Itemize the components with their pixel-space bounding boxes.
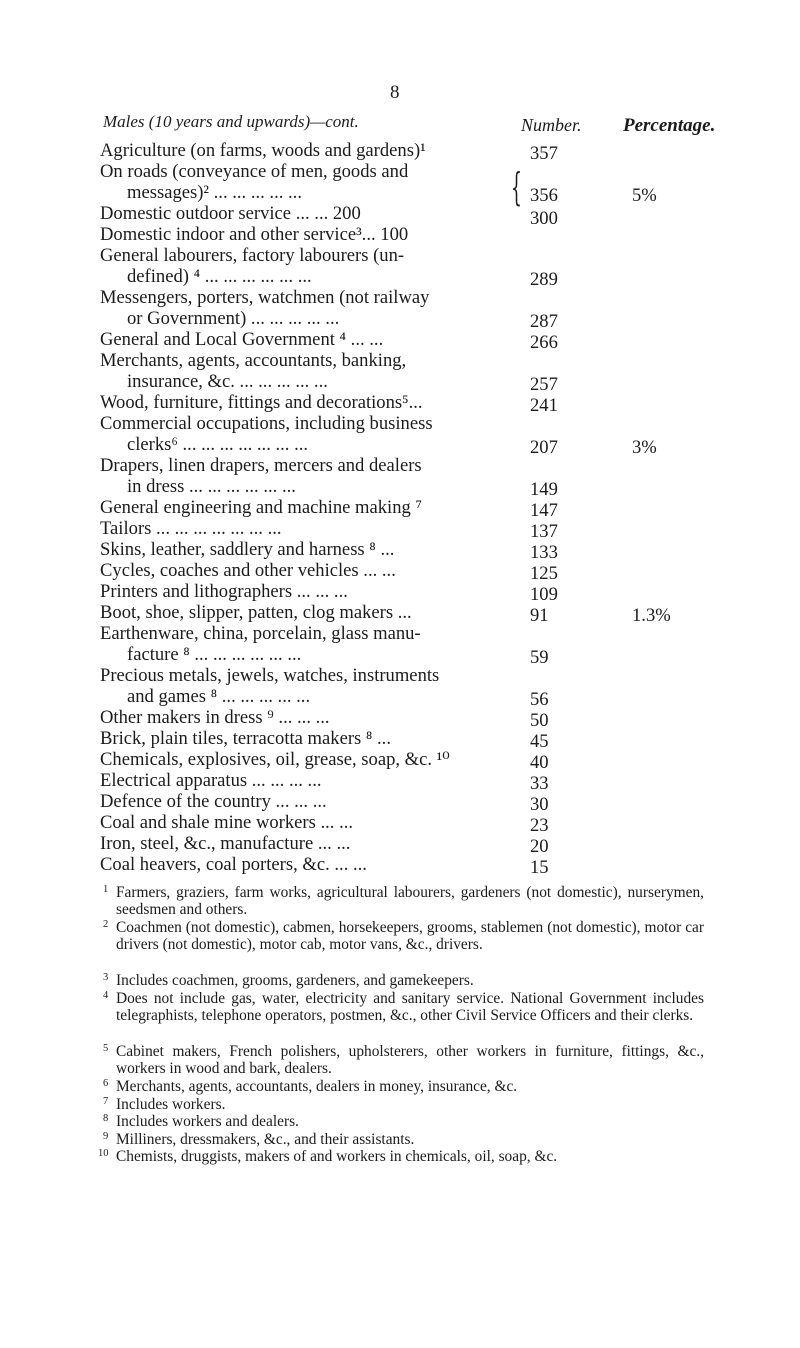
footnote [103,1131,703,1149]
occupation-label: Messengers, porters, watchmen (not railway [100,287,430,308]
occupation-label: Coal and shale mine workers ... ... [100,812,354,833]
occupation-label: Printers and lithographers ... ... ... [100,581,348,602]
number-value: 133 [530,542,558,563]
percentage-value: 5% [632,185,657,206]
number-value: 20 [530,836,549,857]
number-value: 59 [530,647,549,668]
footnote-text: Includes workers and dealers. [116,1113,299,1130]
brace-bracket: { [511,165,522,209]
number-value: 289 [530,269,558,290]
footnote-text: Includes workers. [116,1096,226,1113]
percentage-value: 3% [632,437,657,458]
number-value: 56 [530,689,549,710]
occupation-label: Precious metals, jewels, watches, instruments [100,665,440,686]
number-value: 15 [530,857,549,878]
occupation-label: Cycles, coaches and other vehicles ... ... [100,560,396,581]
number-column-heading: Number. [521,115,582,135]
occupation-label: Domestic outdoor service ... ... 200 [100,203,361,224]
footnote-marker: 9 [103,1131,109,1142]
footnote-text: Chemists, druggists, makers of and workers in chemicals, oil, soap, &c. [116,1148,558,1165]
occupation-label: Commercial occupations, including business [100,413,433,434]
footnote-text: Milliners, dressmakers, &c., and their assistants. [116,1131,415,1148]
footnote-marker: 1 [103,884,109,895]
number-value: 300 [530,208,558,229]
number-value: 257 [530,374,558,395]
footnote [103,884,703,920]
occupation-label: Boot, shoe, slipper, patten, clog makers ... [100,602,412,623]
occupation-label: General and Local Government ⁴ ... ... [100,329,384,350]
occupation-label: Coal heavers, coal porters, &c. ... ... [100,854,367,875]
occupation-label-continued: and games ⁸ ... ... ... ... ... [127,686,311,707]
footnote [103,1096,703,1114]
occupation-label-continued: or Government) ... ... ... ... ... [127,308,340,329]
footnote [103,1113,703,1131]
footnote [98,1148,703,1166]
number-value: 33 [530,773,549,794]
number-value: 149 [530,479,558,500]
footnote [103,1078,703,1096]
footnote-marker: 2 [103,919,109,930]
number-value: 266 [530,332,558,353]
number-value: 357 [530,143,558,164]
number-value: 23 [530,815,549,836]
occupation-label-continued: in dress ... ... ... ... ... ... [127,476,296,497]
number-value: 50 [530,710,549,731]
number-value: 109 [530,584,558,605]
number-value: 45 [530,731,549,752]
footnote-marker: 7 [103,1096,109,1107]
number-value: 241 [530,395,558,416]
occupation-label: Merchants, agents, accountants, banking, [100,350,407,371]
occupation-label: Tailors ... ... ... ... ... ... ... [100,518,282,539]
number-value: 30 [530,794,549,815]
occupation-label-continued: facture ⁸ ... ... ... ... ... ... [127,644,302,665]
occupation-label: Earthenware, china, porcelain, glass manu- [100,623,421,644]
number-value: 91 [530,605,549,626]
footnote-marker: 6 [103,1078,109,1089]
occupation-label: Wood, furniture, fittings and decorations⁵... [100,392,423,413]
occupation-label: Drapers, linen drapers, mercers and dealers [100,455,422,476]
footnote [103,990,703,1044]
footnote-text: Does not include gas, water, electricity and sanitary service. National Government includes telegraphists, telephone operators, postmen, &c., other Civil Service Officers and their clerks. [116,990,704,1025]
footnote-text: Cabinet makers, French polishers, upholsterers, other workers in furniture, fittings, &c., workers in wood and bark, dealers. [116,1043,704,1078]
footnote-marker: 10 [98,1148,109,1159]
footnote-text: Merchants, agents, accountants, dealers in money, insurance, &c. [116,1078,518,1095]
footnote [103,1043,703,1079]
occupation-label-continued: clerks⁶ ... ... ... ... ... ... ... [127,434,309,455]
section-heading: Males (10 years and upwards)—cont. [103,112,359,131]
occupation-label: Domestic indoor and other service³... 100 [100,224,409,245]
occupation-label: Agriculture (on farms, woods and gardens)¹ [100,140,426,161]
occupation-label: Iron, steel, &c., manufacture ... ... [100,833,351,854]
occupation-label-continued: insurance, &c. ... ... ... ... ... [127,371,328,392]
number-value: 207 [530,437,558,458]
footnote [103,919,703,973]
number-value: 137 [530,521,558,542]
occupation-label: General labourers, factory labourers (un- [100,245,405,266]
footnote-marker: 8 [103,1113,109,1124]
footnote [103,972,703,990]
occupation-label: Chemicals, explosives, oil, grease, soap, &c. ¹⁰ [100,749,450,770]
page-number: 8 [390,82,400,103]
occupation-label: Defence of the country ... ... ... [100,791,327,812]
footnote-text: Coachmen (not domestic), cabmen, horsekeepers, grooms, stablemen (not domestic), motor car drivers (not domestic), motor cab, motor vans, &c., drivers. [116,919,704,954]
number-value: 356 [530,185,558,206]
number-value: 147 [530,500,558,521]
occupation-label-continued: defined) ⁴ ... ... ... ... ... ... [127,266,312,287]
number-value: 40 [530,752,549,773]
footnote-text: Farmers, graziers, farm works, agricultural labourers, gardeners (not domestic), nurserymen, seedsmen and others. [116,884,704,919]
occupation-label: Other makers in dress ⁹ ... ... ... [100,707,330,728]
footnote-marker: 5 [103,1043,109,1054]
footnote-marker: 3 [103,972,109,983]
occupation-label: Brick, plain tiles, terracotta makers ⁸ ... [100,728,391,749]
number-value: 287 [530,311,558,332]
number-value: 125 [530,563,558,584]
occupation-label: General engineering and machine making ⁷ [100,497,422,518]
percentage-value: 1.3% [632,605,671,626]
occupation-label: Electrical apparatus ... ... ... ... [100,770,322,791]
footnote-text: Includes coachmen, grooms, gardeners, and gamekeepers. [116,972,474,989]
footnote-marker: 4 [103,990,109,1001]
occupation-label: On roads (conveyance of men, goods and [100,161,409,182]
percentage-column-heading: Percentage. [623,115,716,136]
occupation-label-continued: messages)² ... ... ... ... ... [127,182,302,203]
occupation-label: Skins, leather, saddlery and harness ⁸ ... [100,539,395,560]
